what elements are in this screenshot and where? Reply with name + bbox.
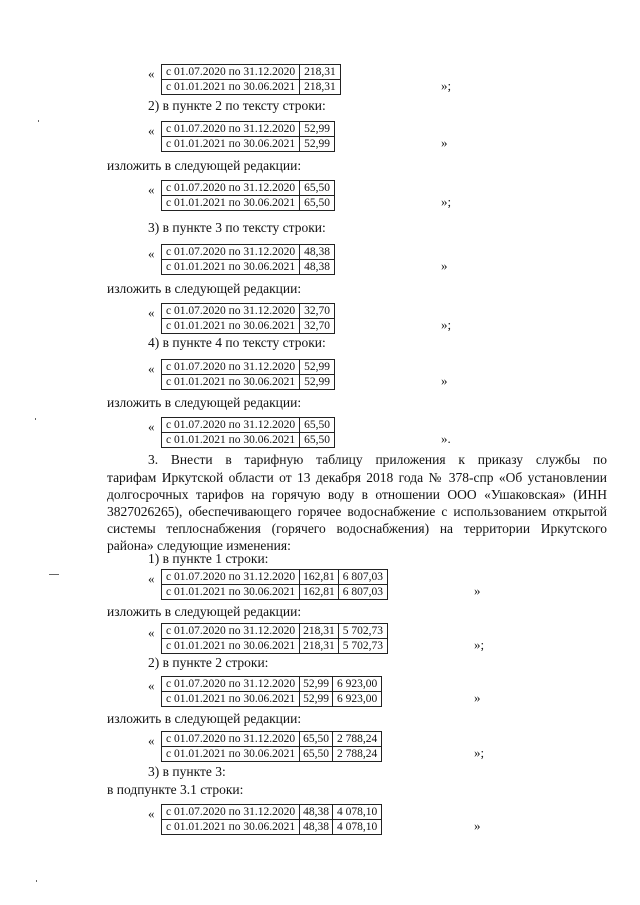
value-cell: 48,38 [300,260,335,275]
section-3-heading: 3. Внести в тарифную таблицу приложения к приказу службы по [148,452,607,467]
table-row [162,319,335,334]
period-cell: с 01.01.2021 по 30.06.2021 [162,820,300,835]
value-cell: 52,99 [300,360,335,375]
value-cell: 162,81 [300,585,339,600]
close-quote: »; [441,317,452,332]
value-cell: 65,50 [300,196,335,211]
period-cell: с 01.01.2021 по 30.06.2021 [162,639,300,654]
instruction-line: в подпункте 3.1 строки: [107,782,244,797]
value-cell: 6 923,00 [333,677,382,692]
table-row [162,65,341,80]
value-cell: 65,50 [300,181,335,196]
table-row [162,360,335,375]
period-cell: с 01.07.2020 по 31.12.2020 [162,732,300,747]
value-cell: 32,70 [300,304,335,319]
period-cell: с 01.07.2020 по 31.12.2020 [162,65,300,80]
table-row [162,820,382,835]
scan-mark [35,418,36,420]
tariff-table [161,676,382,707]
period-cell: с 01.01.2021 по 30.06.2021 [162,260,300,275]
tariff-table [161,180,335,211]
tariff-table [161,569,388,600]
period-cell: с 01.07.2020 по 31.12.2020 [162,570,300,585]
period-cell: с 01.01.2021 по 30.06.2021 [162,747,300,762]
tariff-table [161,64,341,95]
value-cell: 48,38 [300,805,333,820]
open-quote: « [148,678,155,693]
value-cell: 6 807,03 [338,570,387,585]
value-cell: 218,31 [300,65,341,80]
close-quote: » [441,373,448,388]
value-cell: 65,50 [300,418,335,433]
value-cell: 65,50 [300,747,333,762]
table-row [162,418,335,433]
open-quote: « [148,419,155,434]
open-quote: « [148,361,155,376]
value-cell: 4 078,10 [333,820,382,835]
table-row [162,80,341,95]
table-row [162,585,388,600]
table-row [162,570,388,585]
period-cell: с 01.01.2021 по 30.06.2021 [162,375,300,390]
tariff-table [161,804,382,835]
scan-mark [49,574,59,575]
value-cell: 2 788,24 [333,747,382,762]
value-cell: 32,70 [300,319,335,334]
table-row [162,260,335,275]
table-row [162,624,388,639]
value-cell: 65,50 [300,732,333,747]
table-row [162,805,382,820]
period-cell: с 01.01.2021 по 30.06.2021 [162,196,300,211]
close-quote: »; [474,637,485,652]
value-cell: 4 078,10 [333,805,382,820]
table-row [162,137,335,152]
period-cell: с 01.01.2021 по 30.06.2021 [162,433,300,448]
instruction-line: 4) в пункте 4 по тексту строки: [148,335,326,350]
open-quote: « [148,806,155,821]
value-cell: 48,38 [300,820,333,835]
section-3-text: тарифам Иркутской области от 13 декабря 2018 года № 378-спр «Об установлении долгосрочных тарифов на горячую воду в отношении ООО «Ушаковская» (ИНН 3827026265), обеспечивающего горячее водоснабжение с использованием открытой системы теплоснабжения (горячего водоснабжения) на территории Иркутского района» следующие изменения: [107,470,607,553]
close-quote: ». [441,431,451,446]
value-cell: 162,81 [300,570,339,585]
close-quote: »; [474,745,485,760]
value-cell: 48,38 [300,245,335,260]
close-quote: » [474,818,481,833]
period-cell: с 01.07.2020 по 31.12.2020 [162,360,300,375]
value-cell: 6 923,00 [333,692,382,707]
table-row [162,181,335,196]
tariff-table [161,303,335,334]
open-quote: « [148,305,155,320]
scan-mark [36,880,37,882]
period-cell: с 01.07.2020 по 31.12.2020 [162,677,300,692]
value-cell: 5 702,73 [338,639,387,654]
period-cell: с 01.07.2020 по 31.12.2020 [162,245,300,260]
period-cell: с 01.07.2020 по 31.12.2020 [162,624,300,639]
period-cell: с 01.07.2020 по 31.12.2020 [162,304,300,319]
value-cell: 52,99 [300,375,335,390]
value-cell: 2 788,24 [333,732,382,747]
open-quote: « [148,123,155,138]
period-cell: с 01.01.2021 по 30.06.2021 [162,137,300,152]
tariff-table [161,359,335,390]
instruction-line: изложить в следующей редакции: [107,281,302,296]
instruction-line: изложить в следующей редакции: [107,711,302,726]
instruction-line: 3) в пункте 3 по тексту строки: [148,220,326,235]
table-row [162,304,335,319]
tariff-table [161,121,335,152]
table-row [162,677,382,692]
instruction-line: 2) в пункте 2 строки: [148,655,269,670]
value-cell: 65,50 [300,433,335,448]
value-cell: 218,31 [300,624,339,639]
open-quote: « [148,625,155,640]
value-cell: 52,99 [300,677,333,692]
tariff-table [161,623,388,654]
open-quote: « [148,571,155,586]
value-cell: 52,99 [300,692,333,707]
table-row [162,732,382,747]
instruction-line: 3) в пункте 3: [148,764,226,779]
instruction-line: изложить в следующей редакции: [107,158,302,173]
period-cell: с 01.07.2020 по 31.12.2020 [162,418,300,433]
period-cell: с 01.01.2021 по 30.06.2021 [162,319,300,334]
tariff-table [161,417,335,448]
period-cell: с 01.07.2020 по 31.12.2020 [162,805,300,820]
instruction-line: изложить в следующей редакции: [107,604,302,619]
tariff-table [161,731,382,762]
open-quote: « [148,182,155,197]
scan-mark [38,120,39,122]
value-cell: 52,99 [300,122,335,137]
table-row [162,639,388,654]
period-cell: с 01.01.2021 по 30.06.2021 [162,585,300,600]
period-cell: с 01.01.2021 по 30.06.2021 [162,692,300,707]
close-quote: »; [441,78,452,93]
tariff-table [161,244,335,275]
period-cell: с 01.07.2020 по 31.12.2020 [162,181,300,196]
open-quote: « [148,246,155,261]
value-cell: 218,31 [300,80,341,95]
close-quote: » [441,258,448,273]
open-quote: « [148,66,155,81]
close-quote: » [474,583,481,598]
table-row [162,692,382,707]
close-quote: »; [441,194,452,209]
close-quote: » [441,135,448,150]
period-cell: с 01.07.2020 по 31.12.2020 [162,122,300,137]
table-row [162,433,335,448]
value-cell: 52,99 [300,137,335,152]
value-cell: 6 807,03 [338,585,387,600]
table-row [162,747,382,762]
instruction-line: изложить в следующей редакции: [107,395,302,410]
instruction-line: 2) в пункте 2 по тексту строки: [148,98,326,113]
table-row [162,375,335,390]
table-row [162,245,335,260]
table-row [162,122,335,137]
instruction-line: 1) в пункте 1 строки: [148,551,269,566]
close-quote: » [474,690,481,705]
period-cell: с 01.01.2021 по 30.06.2021 [162,80,300,95]
value-cell: 5 702,73 [338,624,387,639]
value-cell: 218,31 [300,639,339,654]
open-quote: « [148,733,155,748]
table-row [162,196,335,211]
